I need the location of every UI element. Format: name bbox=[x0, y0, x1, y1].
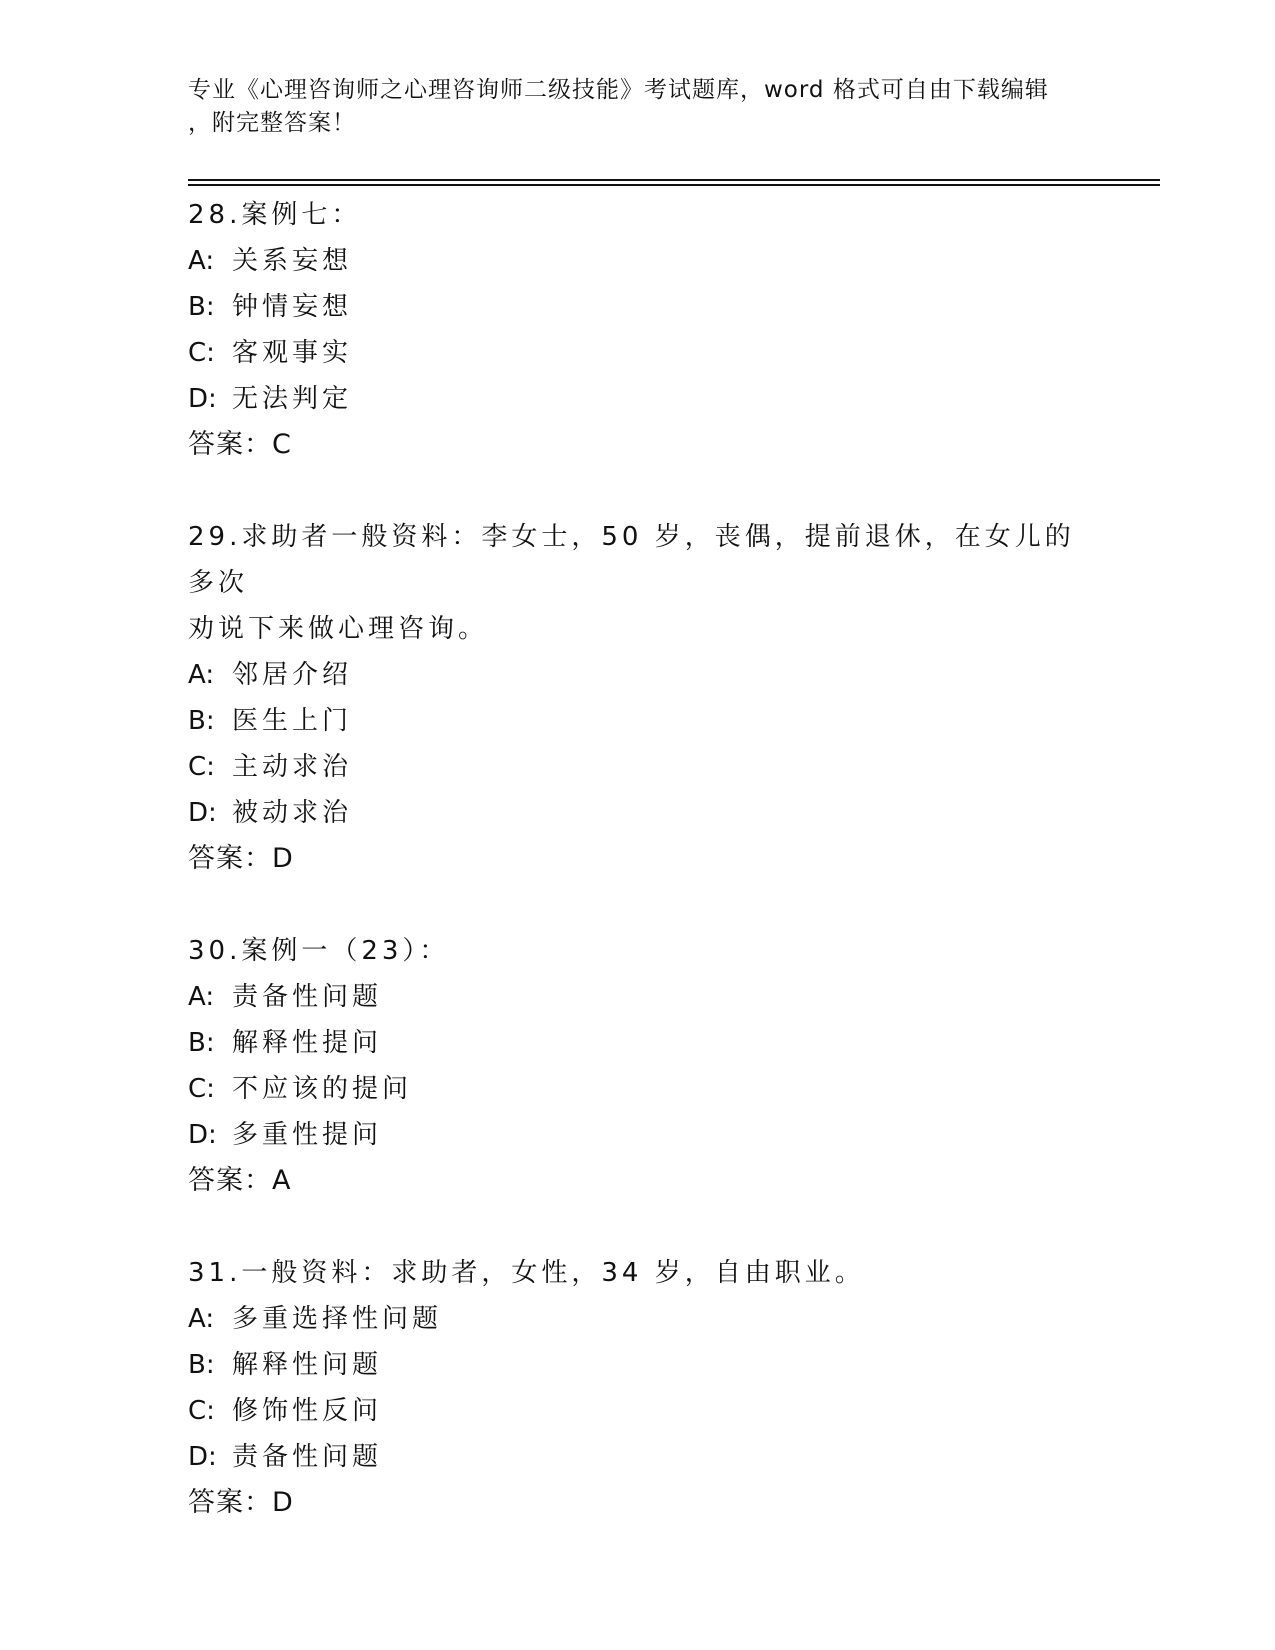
option-b bbox=[188, 698, 1088, 744]
option-text: 邻居介绍 bbox=[232, 660, 353, 690]
answer-line: 答案：D bbox=[188, 843, 294, 874]
option-d bbox=[188, 1434, 1088, 1480]
option-key: A: bbox=[188, 982, 215, 1012]
question-list bbox=[188, 192, 1088, 1526]
option-key: A: bbox=[188, 1304, 215, 1334]
question-stem: 28.案例七： bbox=[188, 200, 362, 230]
question-29 bbox=[188, 514, 1088, 882]
option-d bbox=[188, 376, 1088, 422]
question-spacer bbox=[188, 1204, 1088, 1250]
option-key: C: bbox=[188, 1396, 215, 1426]
question-stem: 31.一般资料：求助者，女性，34 岁，自由职业。 bbox=[188, 1258, 865, 1288]
document-header bbox=[188, 74, 1088, 140]
option-a bbox=[188, 974, 1088, 1020]
option-c bbox=[188, 1066, 1088, 1112]
option-key: A: bbox=[188, 246, 215, 276]
option-a bbox=[188, 238, 1088, 284]
option-b bbox=[188, 1342, 1088, 1388]
option-d bbox=[188, 1112, 1088, 1158]
question-stem-continued: 劝说下来做心理咨询。 bbox=[188, 614, 489, 644]
question-stem: 29.求助者一般资料：李女士，50 岁，丧偶，提前退休，在女儿的多次 bbox=[188, 522, 1075, 598]
option-key: D: bbox=[188, 1442, 217, 1472]
option-a bbox=[188, 652, 1088, 698]
option-text: 客观事实 bbox=[232, 338, 353, 368]
option-a bbox=[188, 1296, 1088, 1342]
question-28 bbox=[188, 192, 1088, 468]
option-text: 解释性提问 bbox=[232, 1028, 383, 1058]
option-key: A: bbox=[188, 660, 215, 690]
option-key: B: bbox=[188, 1350, 215, 1380]
option-text: 修饰性反问 bbox=[232, 1396, 383, 1426]
header-rule-bottom bbox=[188, 184, 1160, 186]
option-text: 责备性问题 bbox=[232, 1442, 383, 1472]
option-key: B: bbox=[188, 706, 215, 736]
question-stem: 30.案例一（23）： bbox=[188, 936, 450, 966]
header-line-2: ，附完整答案！ bbox=[188, 110, 356, 136]
option-text: 多重性提问 bbox=[232, 1120, 383, 1150]
option-key: B: bbox=[188, 292, 215, 322]
option-text: 主动求治 bbox=[232, 752, 353, 782]
question-spacer bbox=[188, 468, 1088, 514]
option-text: 无法判定 bbox=[232, 384, 353, 414]
question-30 bbox=[188, 928, 1088, 1204]
answer-line: 答案：C bbox=[188, 429, 292, 460]
header-rule-top bbox=[188, 179, 1160, 181]
option-key: D: bbox=[188, 798, 217, 828]
question-31 bbox=[188, 1250, 1088, 1526]
option-text: 关系妄想 bbox=[232, 246, 353, 276]
option-key: C: bbox=[188, 1074, 215, 1104]
answer-line: 答案：D bbox=[188, 1487, 294, 1518]
option-c bbox=[188, 330, 1088, 376]
option-key: D: bbox=[188, 384, 217, 414]
option-c bbox=[188, 744, 1088, 790]
option-text: 被动求治 bbox=[232, 798, 353, 828]
option-d bbox=[188, 790, 1088, 836]
option-key: B: bbox=[188, 1028, 215, 1058]
option-b bbox=[188, 284, 1088, 330]
option-text: 多重选择性问题 bbox=[232, 1304, 443, 1334]
question-spacer bbox=[188, 882, 1088, 928]
option-text: 钟情妄想 bbox=[232, 292, 353, 322]
option-text: 解释性问题 bbox=[232, 1350, 383, 1380]
option-key: D: bbox=[188, 1120, 217, 1150]
option-b bbox=[188, 1020, 1088, 1066]
answer-line: 答案：A bbox=[188, 1165, 292, 1196]
option-text: 不应该的提问 bbox=[232, 1074, 413, 1104]
option-text: 责备性问题 bbox=[232, 982, 383, 1012]
option-key: C: bbox=[188, 338, 215, 368]
header-line-1: 专业《心理咨询师之心理咨询师二级技能》考试题库，word 格式可自由下载编辑 bbox=[188, 77, 1049, 103]
option-c bbox=[188, 1388, 1088, 1434]
option-key: C: bbox=[188, 752, 215, 782]
option-text: 医生上门 bbox=[232, 706, 353, 736]
